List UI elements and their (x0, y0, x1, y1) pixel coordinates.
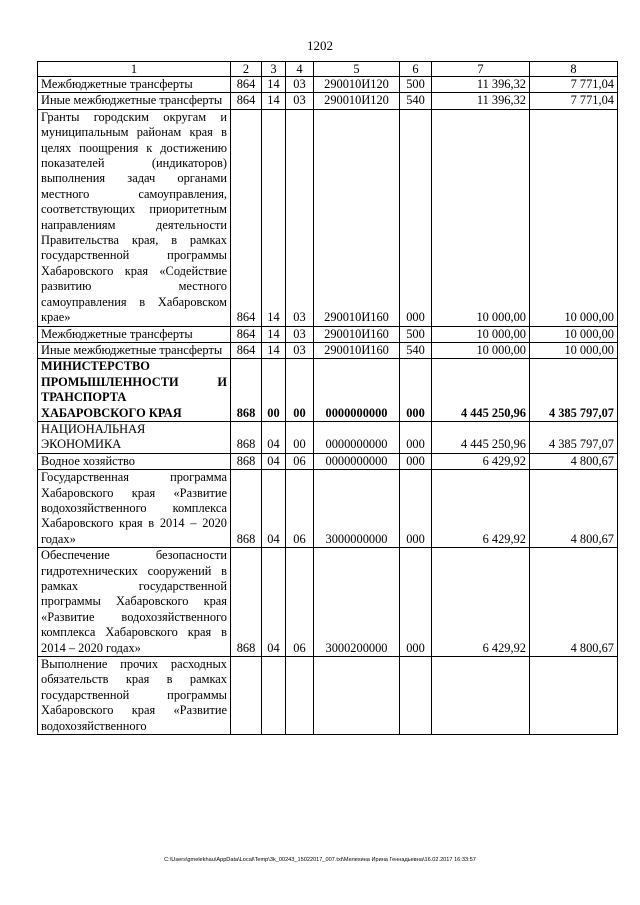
cell-target-article: 0000000000 (314, 421, 400, 453)
table-header-row (38, 62, 618, 77)
cell-amount-col7: 6 429,92 (432, 453, 530, 469)
cell-ved-code: 868 (231, 470, 262, 548)
cell-amount-col7: 10 000,00 (432, 326, 530, 342)
row-name: Межбюджетные трансферты (38, 326, 231, 342)
cell-amount-col7: 6 429,92 (432, 470, 530, 548)
cell-target-article: 3000000000 (314, 470, 400, 548)
cell-amount-col7: 10 000,00 (432, 109, 530, 326)
table-row (38, 548, 618, 657)
cell-amount-col8: 10 000,00 (530, 109, 618, 326)
cell-ved-code: 864 (231, 326, 262, 342)
cell-section-code: 04 (262, 548, 286, 657)
cell-target-article: 3000200000 (314, 548, 400, 657)
table-row (38, 657, 618, 735)
cell-expense-type: 000 (400, 453, 432, 469)
cell-ved-code: 868 (231, 359, 262, 422)
cell-amount-col7: 4 445 250,96 (432, 421, 530, 453)
cell-ved-code: 864 (231, 77, 262, 93)
cell-ved-code (231, 657, 262, 735)
column-header: 4 (286, 62, 314, 77)
column-header: 2 (231, 62, 262, 77)
table-row (38, 342, 618, 358)
cell-target-article: 290010И160 (314, 342, 400, 358)
column-header: 1 (38, 62, 231, 77)
cell-ved-code: 868 (231, 453, 262, 469)
cell-section-code: 14 (262, 326, 286, 342)
cell-amount-col7 (432, 657, 530, 735)
cell-section-code: 14 (262, 109, 286, 326)
row-name: Иные межбюджетные трансферты (38, 93, 231, 109)
cell-subsection-code: 03 (286, 109, 314, 326)
cell-amount-col8: 4 800,67 (530, 548, 618, 657)
cell-amount-col8: 4 800,67 (530, 453, 618, 469)
cell-subsection-code: 03 (286, 77, 314, 93)
cell-expense-type: 000 (400, 421, 432, 453)
row-name: Обеспечение безопасности гидротехнических сооружений в рамках государственной программы Хабаровского края «Развитие водохозяйственного комплекса Хабаровского края в 2014 – 2020 годах» (38, 548, 231, 657)
table-body (38, 62, 618, 735)
cell-subsection-code: 03 (286, 93, 314, 109)
cell-target-article: 0000000000 (314, 359, 400, 422)
column-header: 5 (314, 62, 400, 77)
cell-amount-col8: 10 000,00 (530, 326, 618, 342)
cell-amount-col8: 4 800,67 (530, 470, 618, 548)
cell-section-code: 14 (262, 342, 286, 358)
table-row (38, 359, 618, 422)
table-row (38, 470, 618, 548)
table-row (38, 109, 618, 326)
cell-amount-col8 (530, 657, 618, 735)
cell-subsection-code (286, 657, 314, 735)
cell-ved-code: 864 (231, 342, 262, 358)
column-header: 3 (262, 62, 286, 77)
cell-subsection-code: 06 (286, 470, 314, 548)
row-name: Выполнение прочих расходных обязательств края в рамках государственной программы Хабаровского края «Развитие водохозяйственного (38, 657, 231, 735)
table-row (38, 77, 618, 93)
cell-target-article: 290010И160 (314, 326, 400, 342)
cell-subsection-code: 00 (286, 359, 314, 422)
cell-subsection-code: 00 (286, 421, 314, 453)
cell-ved-code: 868 (231, 548, 262, 657)
cell-expense-type: 540 (400, 342, 432, 358)
cell-expense-type: 540 (400, 93, 432, 109)
cell-section-code: 00 (262, 359, 286, 422)
cell-subsection-code: 06 (286, 453, 314, 469)
column-header: 6 (400, 62, 432, 77)
table-row (38, 326, 618, 342)
cell-expense-type: 000 (400, 548, 432, 657)
row-name: Водное хозяйство (38, 453, 231, 469)
cell-amount-col8: 10 000,00 (530, 342, 618, 358)
table-row (38, 93, 618, 109)
table-row (38, 453, 618, 469)
cell-section-code: 04 (262, 421, 286, 453)
cell-amount-col7: 4 445 250,96 (432, 359, 530, 422)
cell-ved-code: 864 (231, 109, 262, 326)
cell-subsection-code: 03 (286, 326, 314, 342)
row-name: МИНИСТЕРСТВО ПРОМЫШЛЕННОСТИ И ТРАНСПОРТА ХАБАРОВСКОГО КРАЯ (38, 359, 231, 422)
cell-ved-code: 864 (231, 93, 262, 109)
row-name: Государственная программа Хабаровского края «Развитие водохозяйственного комплекса Хабаровского края в 2014 – 2020 годах» (38, 470, 231, 548)
cell-expense-type: 000 (400, 470, 432, 548)
column-header: 7 (432, 62, 530, 77)
cell-expense-type: 000 (400, 109, 432, 326)
cell-expense-type: 500 (400, 326, 432, 342)
cell-amount-col8: 4 385 797,07 (530, 359, 618, 422)
cell-subsection-code: 03 (286, 342, 314, 358)
cell-expense-type (400, 657, 432, 735)
cell-amount-col8: 7 771,04 (530, 93, 618, 109)
cell-expense-type: 000 (400, 359, 432, 422)
cell-section-code: 14 (262, 93, 286, 109)
cell-subsection-code: 06 (286, 548, 314, 657)
cell-expense-type: 500 (400, 77, 432, 93)
row-name: Межбюджетные трансферты (38, 77, 231, 93)
cell-amount-col7: 11 396,32 (432, 77, 530, 93)
cell-amount-col7: 10 000,00 (432, 342, 530, 358)
column-header: 8 (530, 62, 618, 77)
cell-section-code: 14 (262, 77, 286, 93)
cell-target-article (314, 657, 400, 735)
row-name: НАЦИОНАЛЬНАЯ ЭКОНОМИКА (38, 421, 231, 453)
cell-section-code: 04 (262, 470, 286, 548)
cell-amount-col8: 4 385 797,07 (530, 421, 618, 453)
row-name: Гранты городским округам и муниципальным районам края в целях поощрения к достижению показателей (индикаторов) выполнения задач органами местного самоуправления, соответствующих приоритетным направлениям деятельности Правительства края, в рамках государственной программы Хабаровского края «Содействие развитию местного самоуправления в Хабаровском крае» (38, 109, 231, 326)
cell-target-article: 290010И120 (314, 93, 400, 109)
row-name: Иные межбюджетные трансферты (38, 342, 231, 358)
page-number: 1202 (307, 38, 333, 53)
cell-section-code (262, 657, 286, 735)
footer-file-path: C:\Users\gmelekhau\AppData\Local\Temp\3k_00243_15022017_007.txt\Мелехина Ирина Геннадьевна\16.02.2017 16:33:57 (164, 857, 476, 863)
table-row (38, 421, 618, 453)
cell-amount-col8: 7 771,04 (530, 77, 618, 93)
cell-ved-code: 868 (231, 421, 262, 453)
cell-section-code: 04 (262, 453, 286, 469)
budget-table (37, 61, 618, 735)
cell-target-article: 290010И120 (314, 77, 400, 93)
cell-amount-col7: 11 396,32 (432, 93, 530, 109)
cell-target-article: 0000000000 (314, 453, 400, 469)
cell-target-article: 290010И160 (314, 109, 400, 326)
cell-amount-col7: 6 429,92 (432, 548, 530, 657)
